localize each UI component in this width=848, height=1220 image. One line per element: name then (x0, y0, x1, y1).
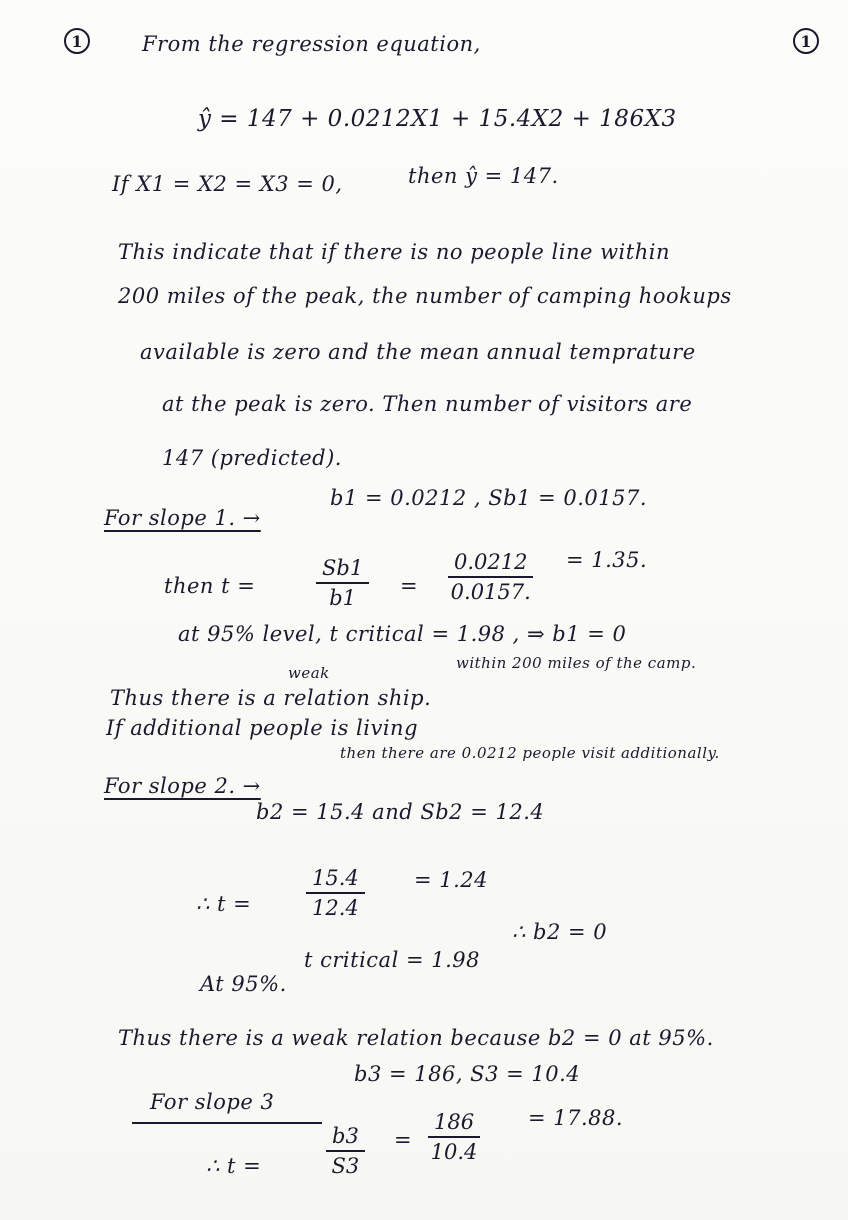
slope2-heading: For slope 2. → (104, 774, 261, 798)
slope1-note-additional: If additional people is living (106, 716, 419, 740)
slope3-fraction-symbolic: $\frac{b3}{S3}$ (326, 1124, 365, 1178)
slope3-t-prefix: ∴ t = (206, 1154, 262, 1178)
slope2-critical-prefix: At 95%. (200, 972, 287, 996)
slope2-result: = 1.24 (414, 868, 489, 892)
if-zero-line: If X1 = X2 = X3 = 0, (112, 172, 343, 196)
intro-line: From the regression equation, (142, 32, 481, 56)
slope2-values: b2 = 15.4 and Sb2 = 12.4 (256, 800, 545, 824)
slope1-note-then: then there are 0.0212 people visit additionally. (340, 744, 720, 762)
slope2-fraction: $\frac{15.4}{12.4}$ (306, 866, 365, 920)
slope3-result: = 17.88. (528, 1106, 624, 1130)
slope3-fraction-numeric: $\frac{186}{10.4}$ (428, 1110, 480, 1164)
slope1-heading: For slope 1. → (104, 506, 261, 530)
slope1-equals: = (400, 574, 419, 598)
slope3-heading: For slope 3 (150, 1090, 275, 1114)
paragraph-line-4: at the peak is zero. Then number of visitors are (162, 392, 693, 416)
paragraph-line-2: 200 miles of the peak, the number of camping hookups (118, 284, 732, 308)
slope3-values: b3 = 186, S3 = 10.4 (354, 1062, 581, 1086)
slope3-heading-underline (132, 1122, 322, 1124)
slope1-critical: at 95% level, t critical = 1.98 , ⇒ b1 = 0 (178, 622, 627, 646)
paragraph-line-1: This indicate that if there is no people line within (118, 240, 670, 264)
paragraph-line-5: 147 (predicted). (162, 446, 342, 470)
slope2-critical-suffix: ∴ b2 = 0 (512, 920, 608, 944)
slope1-fraction-numeric: $\frac{0.0212}{0.0157.}$ (448, 550, 533, 604)
slope1-values: b1 = 0.0212 , Sb1 = 0.0157. (330, 486, 648, 510)
regression-equation: ŷ = 147 + 0.0212X1 + 15.4X2 + 186X3 (198, 106, 677, 132)
question-number-mark-right: 1 (793, 28, 819, 54)
slope1-conclusion: Thus there is a relation ship. (110, 686, 432, 710)
slope2-t-prefix: ∴ t = (196, 892, 252, 916)
slope1-weak-insert: weak (288, 664, 330, 682)
slope1-then-t: then t = (164, 574, 256, 598)
slope1-note-within: within 200 miles of the camp. (456, 654, 697, 672)
question-number-mark: 1 (64, 28, 90, 54)
slope2-conclusion: Thus there is a weak relation because b2 = 0 at 95%. (118, 1026, 714, 1050)
then-yhat-line: then ŷ = 147. (408, 164, 559, 188)
slope1-result: = 1.35. (566, 548, 648, 572)
slope3-equals: = (394, 1128, 413, 1152)
slope1-fraction-symbolic: $\frac{Sb1}{b1}$ (316, 556, 369, 610)
paragraph-line-3: available is zero and the mean annual temprature (140, 340, 696, 364)
slope2-critical: t critical = 1.98 (304, 948, 480, 972)
